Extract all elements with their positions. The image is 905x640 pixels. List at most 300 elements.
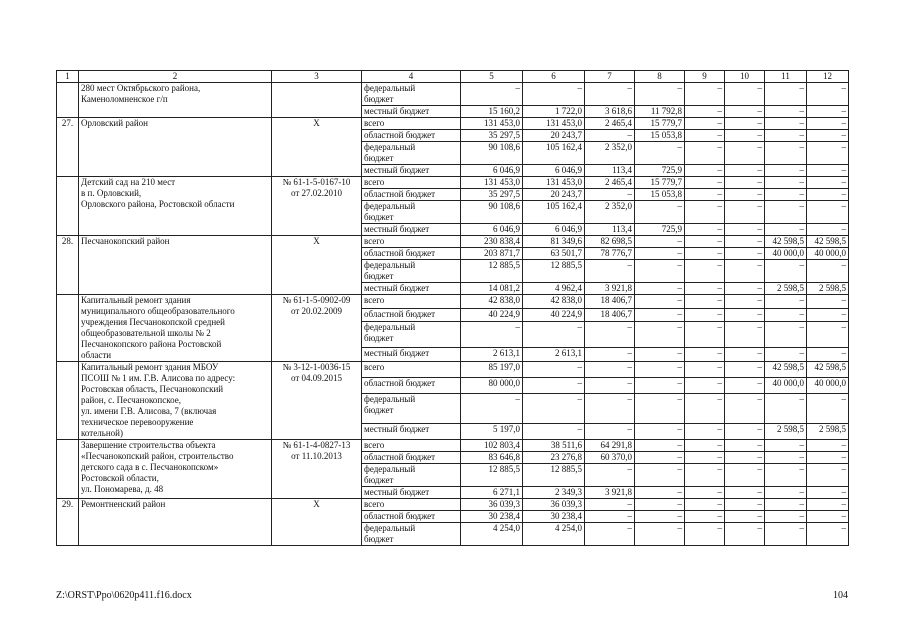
- amount-cell: –: [765, 523, 807, 546]
- amount-cell: –: [635, 283, 685, 295]
- amount-cell: –: [725, 236, 765, 248]
- amount-cell: –: [635, 295, 685, 309]
- amount-cell: 35 297,5: [461, 130, 523, 142]
- amount-cell: 36 039,3: [461, 499, 523, 511]
- table-row: [57, 236, 849, 248]
- amount-cell: –: [807, 165, 849, 177]
- funding-source: всего: [362, 440, 461, 452]
- amount-cell: –: [807, 452, 849, 464]
- amount-cell: 15 053,8: [635, 189, 685, 201]
- column-header: 1: [57, 71, 79, 83]
- amount-cell: 4 962,4: [523, 283, 585, 295]
- funding-source: федеральный бюджет: [362, 464, 461, 487]
- amount-cell: –: [685, 201, 725, 224]
- amount-cell: –: [765, 452, 807, 464]
- amount-cell: 42 838,0: [523, 295, 585, 309]
- amount-cell: –: [685, 283, 725, 295]
- amount-cell: 2 465,4: [585, 118, 635, 130]
- amount-cell: –: [725, 260, 765, 283]
- amount-cell: –: [635, 424, 685, 440]
- registration-number: № 3-12-1-0036-15 от 04.09.2015: [272, 362, 362, 440]
- amount-cell: –: [523, 424, 585, 440]
- amount-cell: –: [523, 362, 585, 378]
- amount-cell: –: [807, 308, 849, 322]
- amount-cell: –: [585, 424, 635, 440]
- funding-source: всего: [362, 177, 461, 189]
- amount-cell: 131 453,0: [461, 118, 523, 130]
- funding-source: областной бюджет: [362, 377, 461, 393]
- amount-cell: –: [635, 142, 685, 165]
- amount-cell: 6 046,9: [523, 165, 585, 177]
- amount-cell: –: [685, 511, 725, 523]
- amount-cell: –: [685, 499, 725, 511]
- row-number: 27.: [57, 118, 79, 177]
- amount-cell: 2 598,5: [765, 424, 807, 440]
- amount-cell: 18 406,7: [585, 308, 635, 322]
- amount-cell: –: [585, 464, 635, 487]
- amount-cell: –: [725, 248, 765, 260]
- amount-cell: 40 000,0: [765, 377, 807, 393]
- amount-cell: –: [725, 118, 765, 130]
- amount-cell: –: [765, 118, 807, 130]
- amount-cell: –: [685, 260, 725, 283]
- amount-cell: –: [725, 362, 765, 378]
- amount-cell: –: [807, 523, 849, 546]
- amount-cell: 725,9: [635, 224, 685, 236]
- amount-cell: –: [725, 440, 765, 452]
- amount-cell: 2 613,1: [523, 348, 585, 362]
- amount-cell: –: [765, 106, 807, 118]
- amount-cell: –: [765, 142, 807, 165]
- amount-cell: 85 197,0: [461, 362, 523, 378]
- funding-source: федеральный бюджет: [362, 393, 461, 423]
- row-number: [57, 362, 79, 440]
- amount-cell: –: [685, 452, 725, 464]
- amount-cell: –: [807, 83, 849, 106]
- amount-cell: –: [635, 362, 685, 378]
- funding-source: областной бюджет: [362, 248, 461, 260]
- amount-cell: 12 885,5: [523, 464, 585, 487]
- amount-cell: 40 000,0: [807, 377, 849, 393]
- amount-cell: –: [725, 487, 765, 499]
- amount-cell: –: [807, 142, 849, 165]
- funding-source: федеральный бюджет: [362, 83, 461, 106]
- column-header: 3: [272, 71, 362, 83]
- amount-cell: –: [765, 189, 807, 201]
- amount-cell: –: [685, 377, 725, 393]
- funding-source: всего: [362, 362, 461, 378]
- amount-cell: –: [635, 308, 685, 322]
- amount-cell: –: [807, 189, 849, 201]
- amount-cell: 2 598,5: [765, 283, 807, 295]
- amount-cell: 40 000,0: [807, 248, 849, 260]
- amount-cell: 2 598,5: [807, 424, 849, 440]
- amount-cell: –: [685, 295, 725, 309]
- amount-cell: 6 046,9: [461, 224, 523, 236]
- amount-cell: 23 276,8: [523, 452, 585, 464]
- amount-cell: 2 349,3: [523, 487, 585, 499]
- amount-cell: 83 646,8: [461, 452, 523, 464]
- amount-cell: –: [725, 177, 765, 189]
- amount-cell: –: [725, 511, 765, 523]
- amount-cell: 4 254,0: [461, 523, 523, 546]
- amount-cell: –: [765, 440, 807, 452]
- amount-cell: –: [807, 440, 849, 452]
- column-header: 9: [685, 71, 725, 83]
- amount-cell: 105 162,4: [523, 201, 585, 224]
- amount-cell: –: [635, 201, 685, 224]
- amount-cell: 42 838,0: [461, 295, 523, 309]
- amount-cell: 82 698,5: [585, 236, 635, 248]
- amount-cell: 90 108,6: [461, 201, 523, 224]
- funding-source: областной бюджет: [362, 511, 461, 523]
- amount-cell: –: [685, 189, 725, 201]
- amount-cell: 131 453,0: [523, 118, 585, 130]
- amount-cell: –: [585, 83, 635, 106]
- table-row: [57, 499, 849, 511]
- amount-cell: –: [461, 393, 523, 423]
- amount-cell: 36 039,3: [523, 499, 585, 511]
- amount-cell: 11 792,8: [635, 106, 685, 118]
- amount-cell: –: [807, 322, 849, 348]
- amount-cell: 63 501,7: [523, 248, 585, 260]
- table-header-row: [57, 71, 849, 83]
- amount-cell: –: [765, 130, 807, 142]
- amount-cell: –: [585, 260, 635, 283]
- amount-cell: –: [765, 83, 807, 106]
- amount-cell: 38 511,6: [523, 440, 585, 452]
- amount-cell: –: [685, 523, 725, 546]
- amount-cell: –: [635, 248, 685, 260]
- column-header: 2: [79, 71, 272, 83]
- amount-cell: –: [807, 177, 849, 189]
- amount-cell: 42 598,5: [765, 236, 807, 248]
- amount-cell: –: [765, 487, 807, 499]
- amount-cell: –: [807, 393, 849, 423]
- amount-cell: 2 465,4: [585, 177, 635, 189]
- amount-cell: –: [585, 377, 635, 393]
- amount-cell: –: [523, 83, 585, 106]
- registration-number: [272, 83, 362, 118]
- amount-cell: –: [585, 511, 635, 523]
- funding-source: местный бюджет: [362, 487, 461, 499]
- amount-cell: –: [685, 308, 725, 322]
- amount-cell: –: [725, 348, 765, 362]
- amount-cell: –: [765, 295, 807, 309]
- object-name: Завершение строительства объекта «Песчанокопский район, строительство детского сада в с. Песчанокопском» Ростовской области, ул. Пономарева, д. 48: [79, 440, 272, 499]
- row-number: [57, 83, 79, 118]
- amount-cell: –: [635, 393, 685, 423]
- amount-cell: –: [461, 322, 523, 348]
- registration-number: № 61-1-5-0902-09 от 20.02.2009: [272, 295, 362, 362]
- amount-cell: 131 453,0: [523, 177, 585, 189]
- row-number: 29.: [57, 499, 79, 546]
- amount-cell: –: [725, 201, 765, 224]
- registration-number: № 61-1-4-0827-13 от 11.10.2013: [272, 440, 362, 499]
- amount-cell: –: [725, 308, 765, 322]
- amount-cell: –: [725, 377, 765, 393]
- amount-cell: –: [807, 295, 849, 309]
- amount-cell: 2 352,0: [585, 201, 635, 224]
- amount-cell: –: [725, 464, 765, 487]
- amount-cell: 12 885,5: [461, 464, 523, 487]
- amount-cell: 42 598,5: [765, 362, 807, 378]
- funding-source: федеральный бюджет: [362, 142, 461, 165]
- amount-cell: –: [765, 393, 807, 423]
- amount-cell: –: [725, 424, 765, 440]
- object-name: Детский сад на 210 мест в п. Орловский, Орловского района, Ростовской области: [79, 177, 272, 236]
- object-name: Песчанокопский район: [79, 236, 272, 295]
- amount-cell: –: [725, 393, 765, 423]
- amount-cell: –: [635, 487, 685, 499]
- amount-cell: 203 871,7: [461, 248, 523, 260]
- column-header: 10: [725, 71, 765, 83]
- amount-cell: 6 271,1: [461, 487, 523, 499]
- amount-cell: –: [585, 523, 635, 546]
- amount-cell: –: [635, 499, 685, 511]
- amount-cell: –: [685, 487, 725, 499]
- amount-cell: 60 370,0: [585, 452, 635, 464]
- amount-cell: –: [725, 165, 765, 177]
- table-row: [57, 83, 849, 106]
- object-name: Орловский район: [79, 118, 272, 177]
- budget-table: [56, 70, 849, 546]
- amount-cell: –: [725, 295, 765, 309]
- amount-cell: –: [765, 348, 807, 362]
- amount-cell: 15 779,7: [635, 177, 685, 189]
- amount-cell: –: [807, 348, 849, 362]
- amount-cell: –: [685, 106, 725, 118]
- amount-cell: 15 053,8: [635, 130, 685, 142]
- amount-cell: –: [685, 248, 725, 260]
- amount-cell: –: [765, 224, 807, 236]
- amount-cell: –: [685, 424, 725, 440]
- column-header: 8: [635, 71, 685, 83]
- amount-cell: –: [635, 464, 685, 487]
- amount-cell: 2 598,5: [807, 283, 849, 295]
- amount-cell: 113,4: [585, 165, 635, 177]
- amount-cell: 30 238,4: [461, 511, 523, 523]
- amount-cell: 105 162,4: [523, 142, 585, 165]
- row-number: [57, 295, 79, 362]
- amount-cell: –: [635, 523, 685, 546]
- amount-cell: 2 352,0: [585, 142, 635, 165]
- amount-cell: –: [765, 201, 807, 224]
- amount-cell: 725,9: [635, 165, 685, 177]
- amount-cell: –: [635, 377, 685, 393]
- amount-cell: –: [725, 142, 765, 165]
- amount-cell: –: [635, 236, 685, 248]
- amount-cell: 40 224,9: [461, 308, 523, 322]
- funding-source: всего: [362, 118, 461, 130]
- amount-cell: –: [807, 464, 849, 487]
- amount-cell: 15 160,2: [461, 106, 523, 118]
- amount-cell: 81 349,6: [523, 236, 585, 248]
- table-row: [57, 295, 849, 309]
- amount-cell: –: [585, 322, 635, 348]
- footer-file-path: Z:\ORST\Ppo\0620p411.f16.docx: [56, 590, 192, 601]
- amount-cell: –: [765, 308, 807, 322]
- row-number: 28.: [57, 236, 79, 295]
- amount-cell: –: [523, 322, 585, 348]
- amount-cell: –: [635, 511, 685, 523]
- amount-cell: –: [765, 260, 807, 283]
- row-number: [57, 440, 79, 499]
- amount-cell: –: [765, 177, 807, 189]
- amount-cell: –: [807, 118, 849, 130]
- amount-cell: –: [725, 523, 765, 546]
- row-number: [57, 177, 79, 236]
- column-header: 5: [461, 71, 523, 83]
- page-number: 104: [833, 590, 848, 601]
- amount-cell: 3 618,6: [585, 106, 635, 118]
- amount-cell: 40 000,0: [765, 248, 807, 260]
- column-header: 4: [362, 71, 461, 83]
- funding-source: федеральный бюджет: [362, 523, 461, 546]
- amount-cell: –: [585, 189, 635, 201]
- amount-cell: –: [635, 322, 685, 348]
- amount-cell: 102 803,4: [461, 440, 523, 452]
- table-row: [57, 362, 849, 378]
- amount-cell: 6 046,9: [523, 224, 585, 236]
- amount-cell: 113,4: [585, 224, 635, 236]
- amount-cell: –: [807, 130, 849, 142]
- funding-source: местный бюджет: [362, 348, 461, 362]
- table-row: [57, 177, 849, 189]
- amount-cell: –: [765, 464, 807, 487]
- amount-cell: –: [523, 393, 585, 423]
- funding-source: областной бюджет: [362, 130, 461, 142]
- amount-cell: 12 885,5: [523, 260, 585, 283]
- amount-cell: –: [685, 177, 725, 189]
- amount-cell: 40 224,9: [523, 308, 585, 322]
- registration-number: Х: [272, 236, 362, 295]
- amount-cell: –: [585, 348, 635, 362]
- amount-cell: –: [807, 260, 849, 283]
- amount-cell: –: [725, 322, 765, 348]
- amount-cell: –: [807, 499, 849, 511]
- amount-cell: –: [765, 511, 807, 523]
- amount-cell: –: [585, 130, 635, 142]
- amount-cell: –: [685, 83, 725, 106]
- amount-cell: –: [725, 130, 765, 142]
- amount-cell: –: [807, 511, 849, 523]
- amount-cell: –: [685, 348, 725, 362]
- amount-cell: –: [685, 130, 725, 142]
- column-header: 6: [523, 71, 585, 83]
- amount-cell: 42 598,5: [807, 236, 849, 248]
- object-name: Капитальный ремонт здания МБОУ ПСОШ № 1 им. Г.В. Алисова по адресу: Ростовская область, Песчанокопский район, с. Песчанокопское, ул. имени Г.В. Алисова, 7 (включая техническое перевооружение котельной): [79, 362, 272, 440]
- amount-cell: –: [725, 224, 765, 236]
- amount-cell: 20 243,7: [523, 130, 585, 142]
- amount-cell: 12 885,5: [461, 260, 523, 283]
- table-row: [57, 440, 849, 452]
- amount-cell: 64 291,8: [585, 440, 635, 452]
- funding-source: местный бюджет: [362, 165, 461, 177]
- object-name: 280 мест Октябрьского района, Каменоломненское г/п: [79, 83, 272, 118]
- amount-cell: 131 453,0: [461, 177, 523, 189]
- amount-cell: 15 779,7: [635, 118, 685, 130]
- amount-cell: –: [765, 499, 807, 511]
- amount-cell: 4 254,0: [523, 523, 585, 546]
- funding-source: областной бюджет: [362, 189, 461, 201]
- funding-source: местный бюджет: [362, 424, 461, 440]
- funding-source: местный бюджет: [362, 224, 461, 236]
- funding-source: всего: [362, 295, 461, 309]
- amount-cell: 14 081,2: [461, 283, 523, 295]
- amount-cell: –: [725, 499, 765, 511]
- funding-source: всего: [362, 499, 461, 511]
- amount-cell: –: [585, 362, 635, 378]
- amount-cell: 42 598,5: [807, 362, 849, 378]
- amount-cell: –: [685, 236, 725, 248]
- amount-cell: –: [725, 283, 765, 295]
- amount-cell: 5 197,0: [461, 424, 523, 440]
- amount-cell: 2 613,1: [461, 348, 523, 362]
- amount-cell: –: [685, 142, 725, 165]
- amount-cell: –: [635, 440, 685, 452]
- amount-cell: 80 000,0: [461, 377, 523, 393]
- amount-cell: 3 921,8: [585, 283, 635, 295]
- object-name: Ремонтненский район: [79, 499, 272, 546]
- amount-cell: –: [461, 83, 523, 106]
- amount-cell: –: [685, 362, 725, 378]
- amount-cell: –: [807, 487, 849, 499]
- amount-cell: –: [725, 452, 765, 464]
- amount-cell: –: [725, 83, 765, 106]
- amount-cell: –: [685, 118, 725, 130]
- amount-cell: –: [685, 464, 725, 487]
- object-name: Капитальный ремонт здания муниципального общеобразовательного учреждения Песчанокопской средней общеобразовательной школы № 2 Песчанокопского района Ростовской области: [79, 295, 272, 362]
- funding-source: федеральный бюджет: [362, 201, 461, 224]
- amount-cell: –: [585, 499, 635, 511]
- amount-cell: 20 243,7: [523, 189, 585, 201]
- amount-cell: –: [685, 393, 725, 423]
- amount-cell: –: [807, 106, 849, 118]
- amount-cell: 18 406,7: [585, 295, 635, 309]
- funding-source: областной бюджет: [362, 452, 461, 464]
- amount-cell: –: [635, 260, 685, 283]
- amount-cell: 90 108,6: [461, 142, 523, 165]
- amount-cell: 6 046,9: [461, 165, 523, 177]
- amount-cell: –: [585, 393, 635, 423]
- amount-cell: –: [765, 322, 807, 348]
- amount-cell: –: [523, 377, 585, 393]
- funding-source: федеральный бюджет: [362, 260, 461, 283]
- column-header: 7: [585, 71, 635, 83]
- amount-cell: –: [635, 452, 685, 464]
- amount-cell: 3 921,8: [585, 487, 635, 499]
- amount-cell: –: [807, 201, 849, 224]
- amount-cell: –: [765, 165, 807, 177]
- amount-cell: –: [635, 83, 685, 106]
- column-header: 11: [765, 71, 807, 83]
- registration-number: Х: [272, 118, 362, 177]
- funding-source: местный бюджет: [362, 283, 461, 295]
- amount-cell: 78 776,7: [585, 248, 635, 260]
- amount-cell: –: [807, 224, 849, 236]
- amount-cell: 30 238,4: [523, 511, 585, 523]
- amount-cell: –: [685, 224, 725, 236]
- amount-cell: –: [685, 322, 725, 348]
- amount-cell: –: [725, 106, 765, 118]
- funding-source: федеральный бюджет: [362, 322, 461, 348]
- funding-source: местный бюджет: [362, 106, 461, 118]
- amount-cell: 35 297,5: [461, 189, 523, 201]
- amount-cell: 230 838,4: [461, 236, 523, 248]
- amount-cell: –: [635, 348, 685, 362]
- amount-cell: 1 722,0: [523, 106, 585, 118]
